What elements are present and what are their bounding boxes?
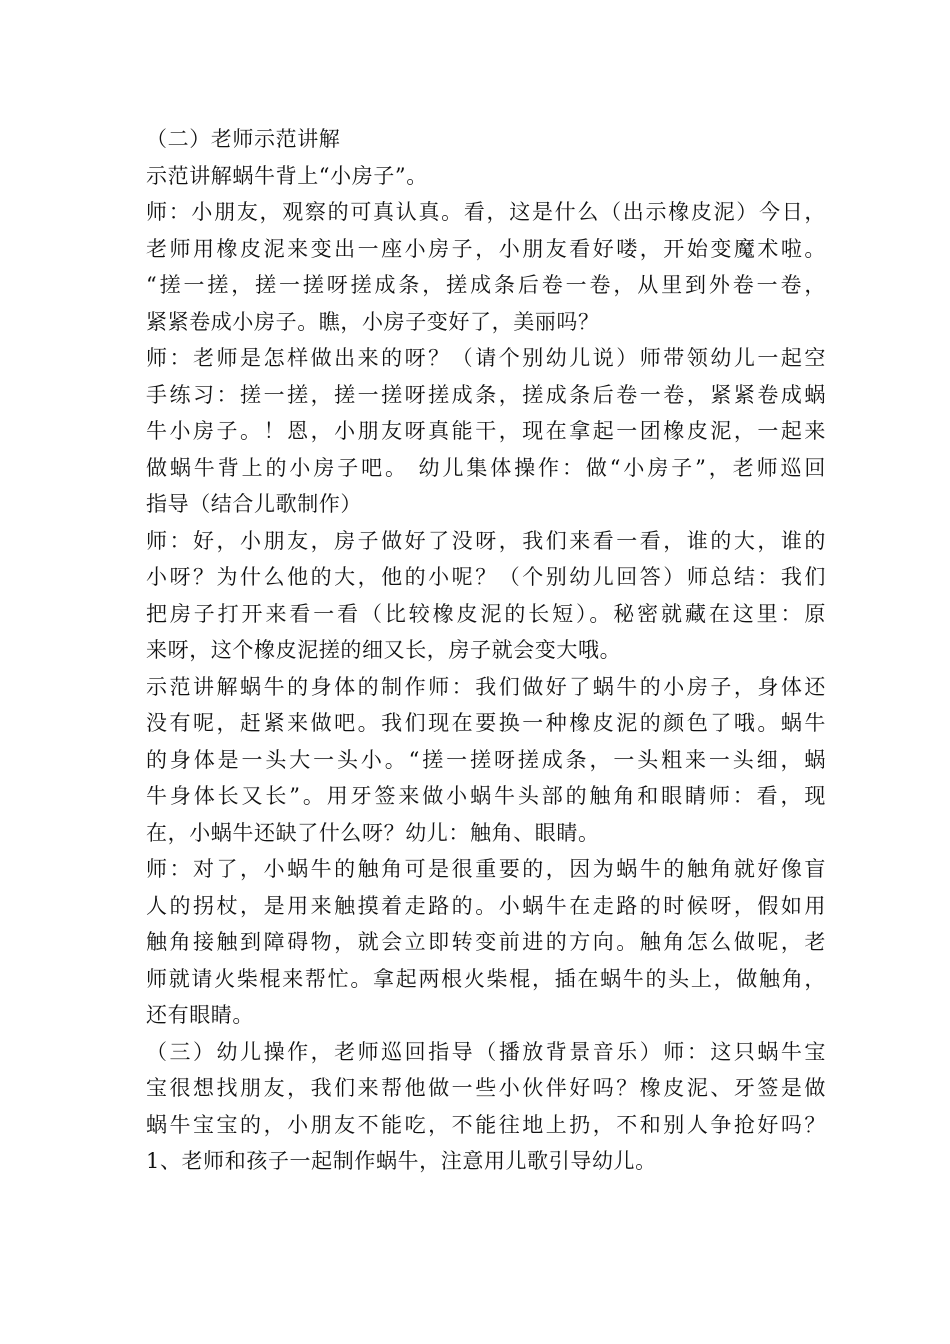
text-line: 师：对了，小蜗牛的触角可是很重要的，因为蜗牛的触角就好像盲 (146, 857, 826, 881)
text-line: 师：小朋友，观察的可真认真。看，这是什么（出示橡皮泥）今日， (146, 200, 826, 224)
text-line: 示范讲解蜗牛背上“小房子”。 (146, 163, 428, 188)
text-line: 师就请火柴棍来帮忙。拿起两根火柴棍，插在蜗牛的头上，做触角， (146, 966, 826, 991)
text-line: 的身体是一头大一头小。“搓一搓呀搓成条，一头粗来一头细，蜗 (146, 747, 826, 772)
text-line: 还有眼睛。 (146, 1003, 254, 1027)
text-line: 蜗牛宝宝的，小朋友不能吃，不能往地上扔，不和别人争抢好吗？ (146, 1112, 826, 1137)
text-line: 没有呢，赶紧来做吧。我们现在要换一种橡皮泥的颜色了哦。蜗牛 (146, 711, 826, 735)
text-line: 老师用橡皮泥来变出一座小房子，小朋友看好喽，开始变魔术啦。 (146, 236, 826, 261)
text-line: “搓一搓，搓一搓呀搓成条，搓成条后卷一卷，从里到外卷一卷， (146, 273, 826, 297)
section-heading: （三）幼儿操作，老师巡回指导（播放背景音乐）师：这只蜗牛宝 (146, 1039, 826, 1064)
text-line: 师：老师是怎样做出来的呀？（请个别幼儿说）师带领幼儿一起空 (146, 346, 826, 370)
text-line: 做蜗牛背上的小房子吧。 幼儿集体操作：做“小房子”，老师巡回 (146, 455, 826, 480)
text-line: 紧紧卷成小房子。瞧，小房子变好了，美丽吗？ (146, 309, 600, 334)
text-line: 示范讲解蜗牛的身体的制作师：我们做好了蜗牛的小房子，身体还 (146, 674, 826, 699)
text-line: 触角接触到障碍物，就会立即转变前进的方向。触角怎么做呢，老 (146, 930, 826, 954)
section-heading: （二）老师示范讲解 (146, 127, 341, 151)
text-line: 宝很想找朋友，我们来帮他做一些小伙伴好吗？橡皮泥、牙签是做 (146, 1076, 826, 1100)
text-line: 小呀？为什么他的大，他的小呢？（个别幼儿回答）师总结：我们 (146, 565, 826, 589)
text-line: 把房子打开来看一看（比较橡皮泥的长短）。秘密就藏在这里：原 (146, 601, 826, 626)
text-line: 人的拐杖，是用来触摸着走路的。小蜗牛在走路的时候呀，假如用 (146, 893, 826, 918)
text-line: 来呀，这个橡皮泥搓的细又长，房子就会变大哦。 (146, 638, 622, 662)
text-line: 1、老师和孩子一起制作蜗牛，注意用儿歌引导幼儿。 (146, 1149, 657, 1173)
text-line: 牛身体长又长”。用牙签来做小蜗牛头部的触角和眼睛师：看，现 (146, 784, 826, 808)
text-line: 师：好，小朋友，房子做好了没呀，我们来看一看，谁的大，谁的 (146, 528, 826, 553)
text-line: 指导（结合儿歌制作） (146, 492, 362, 516)
text-line: 牛小房子。！恩，小朋友呀真能干，现在拿起一团橡皮泥，一起来 (146, 419, 826, 443)
text-line: 手练习：搓一搓，搓一搓呀搓成条，搓成条后卷一卷，紧紧卷成蜗 (146, 382, 826, 407)
document-body (146, 121, 826, 1180)
text-line: 在，小蜗牛还缺了什么呀？幼儿：触角、眼睛。 (146, 820, 600, 845)
